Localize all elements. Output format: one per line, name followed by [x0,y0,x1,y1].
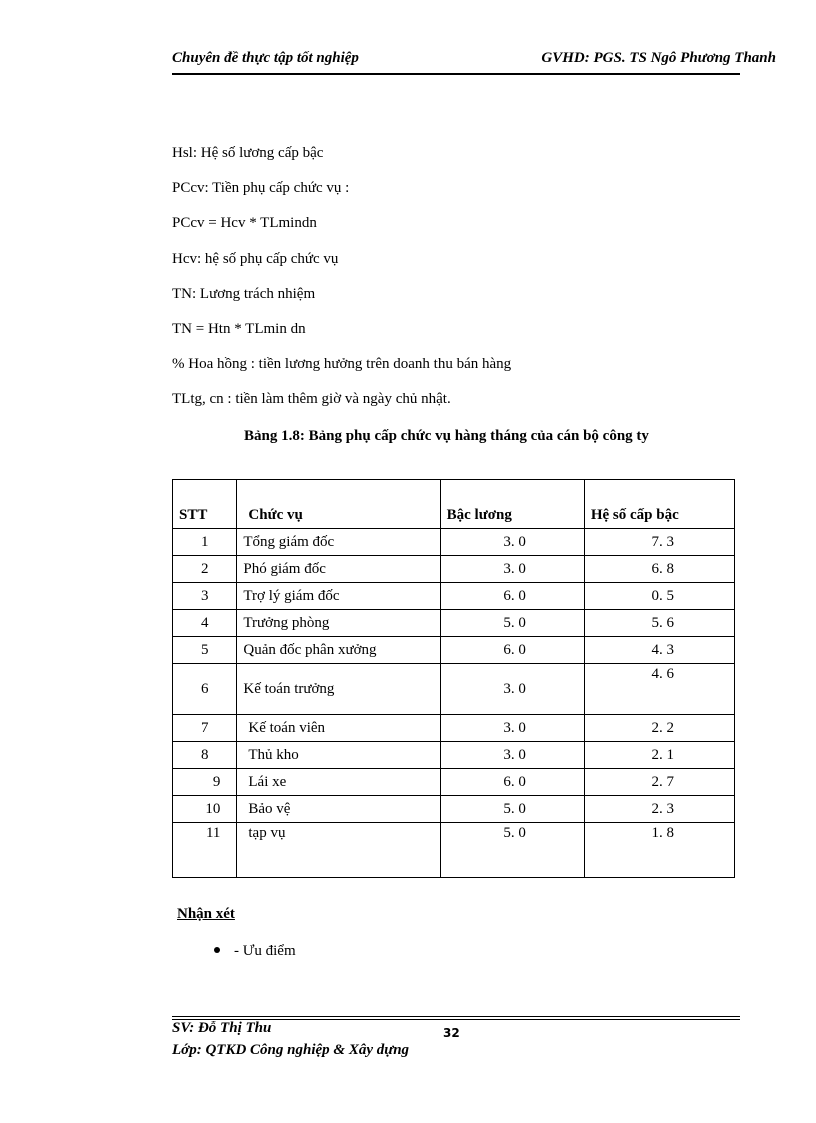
body-line: % Hoa hồng : tiền lương hưởng trên doanh thu bán hàng [172,356,512,373]
cell-coefficient: 2. 7 [584,769,734,796]
cell-coefficient: 4. 6 [584,664,734,715]
cell-grade: 6. 0 [440,637,584,664]
cell-stt: 5 [173,637,237,664]
allowance-table [172,479,735,878]
footer-class: Lớp: QTKD Công nghiệp & Xây dựng [172,1042,410,1058]
page-header [172,48,776,74]
list-item [214,943,296,960]
cell-stt: 1 [173,529,237,556]
table-row [173,610,735,637]
cell-stt: 7 [173,715,237,742]
remarks-heading: Nhận xét [177,906,235,922]
cell-coefficient: 1. 8 [584,823,734,878]
header-coefficient: Hệ số cấp bậc [584,480,734,529]
cell-position: Bảo vệ [237,796,440,823]
cell-grade: 6. 0 [440,769,584,796]
cell-coefficient: 2. 1 [584,742,734,769]
header-advisor: GVHD: PGS. TS Ngô Phương Thanh [541,50,776,66]
cell-coefficient: 2. 3 [584,796,734,823]
bullet-icon [214,947,220,953]
cell-grade: 3. 0 [440,742,584,769]
header-title: Chuyên đề thực tập tốt nghiệp [172,50,359,66]
table-row [173,637,735,664]
table-row [173,583,735,610]
bullet-text: - Ưu điểm [234,943,296,959]
cell-stt: 4 [173,610,237,637]
cell-position: Lái xe [237,769,440,796]
body-line: TN = Htn * TLmin dn [172,320,306,337]
cell-position: Kế toán viên [237,715,440,742]
table-row [173,742,735,769]
cell-stt: 8 [173,742,237,769]
cell-grade: 5. 0 [440,610,584,637]
cell-grade: 6. 0 [440,583,584,610]
cell-coefficient: 5. 6 [584,610,734,637]
cell-grade: 3. 0 [440,664,584,715]
table-header-row [173,480,735,529]
cell-position: Trợ lý giám đốc [237,583,440,610]
cell-position: Trưởng phòng [237,610,440,637]
body-line: TN: Lương trách nhiệm [172,285,316,302]
cell-coefficient: 4. 3 [584,637,734,664]
cell-position: Kế toán trưởng [237,664,440,715]
cell-position: tạp vụ [237,823,440,878]
cell-grade: 3. 0 [440,529,584,556]
cell-stt: 9 [173,769,237,796]
table-row [173,715,735,742]
cell-coefficient: 2. 2 [584,715,734,742]
table-row [173,796,735,823]
body-line: TLtg, cn : tiền làm thêm giờ và ngày chủ nhật. [172,391,451,408]
cell-stt: 11 [173,823,237,878]
table-row [173,529,735,556]
table-caption: Bảng 1.8: Bảng phụ cấp chức vụ hàng tháng của cán bộ công ty [244,428,649,444]
header-grade: Bậc lương [440,480,584,529]
cell-stt: 3 [173,583,237,610]
table-row [173,823,735,878]
body-line: PCcv: Tiền phụ cấp chức vụ : [172,180,350,197]
cell-grade: 3. 0 [440,556,584,583]
cell-grade: 5. 0 [440,823,584,878]
cell-position: Thủ kho [237,742,440,769]
header-rule [172,73,740,75]
body-line: PCcv = Hcv * TLmindn [172,215,317,232]
cell-position: Phó giám đốc [237,556,440,583]
body-line: Hsl: Hệ số lương cấp bậc [172,145,324,161]
cell-coefficient: 7. 3 [584,529,734,556]
page-number: 32 [443,1026,460,1040]
cell-stt: 2 [173,556,237,583]
cell-coefficient: 0. 5 [584,583,734,610]
header-position: Chức vụ [237,480,440,529]
cell-grade: 5. 0 [440,796,584,823]
footer-rule [172,1016,740,1017]
body-text [172,143,511,425]
cell-coefficient: 6. 8 [584,556,734,583]
table-row [173,664,735,715]
header-stt: STT [173,480,237,529]
body-line: Hcv: hệ số phụ cấp chức vụ [172,250,339,267]
footer-student: SV: Đỗ Thị Thu [172,1020,272,1036]
cell-grade: 3. 0 [440,715,584,742]
cell-stt: 6 [173,664,237,715]
cell-position: Tổng giám đốc [237,529,440,556]
cell-stt: 10 [173,796,237,823]
cell-position: Quản đốc phân xưởng [237,637,440,664]
table-row [173,556,735,583]
table-row [173,769,735,796]
